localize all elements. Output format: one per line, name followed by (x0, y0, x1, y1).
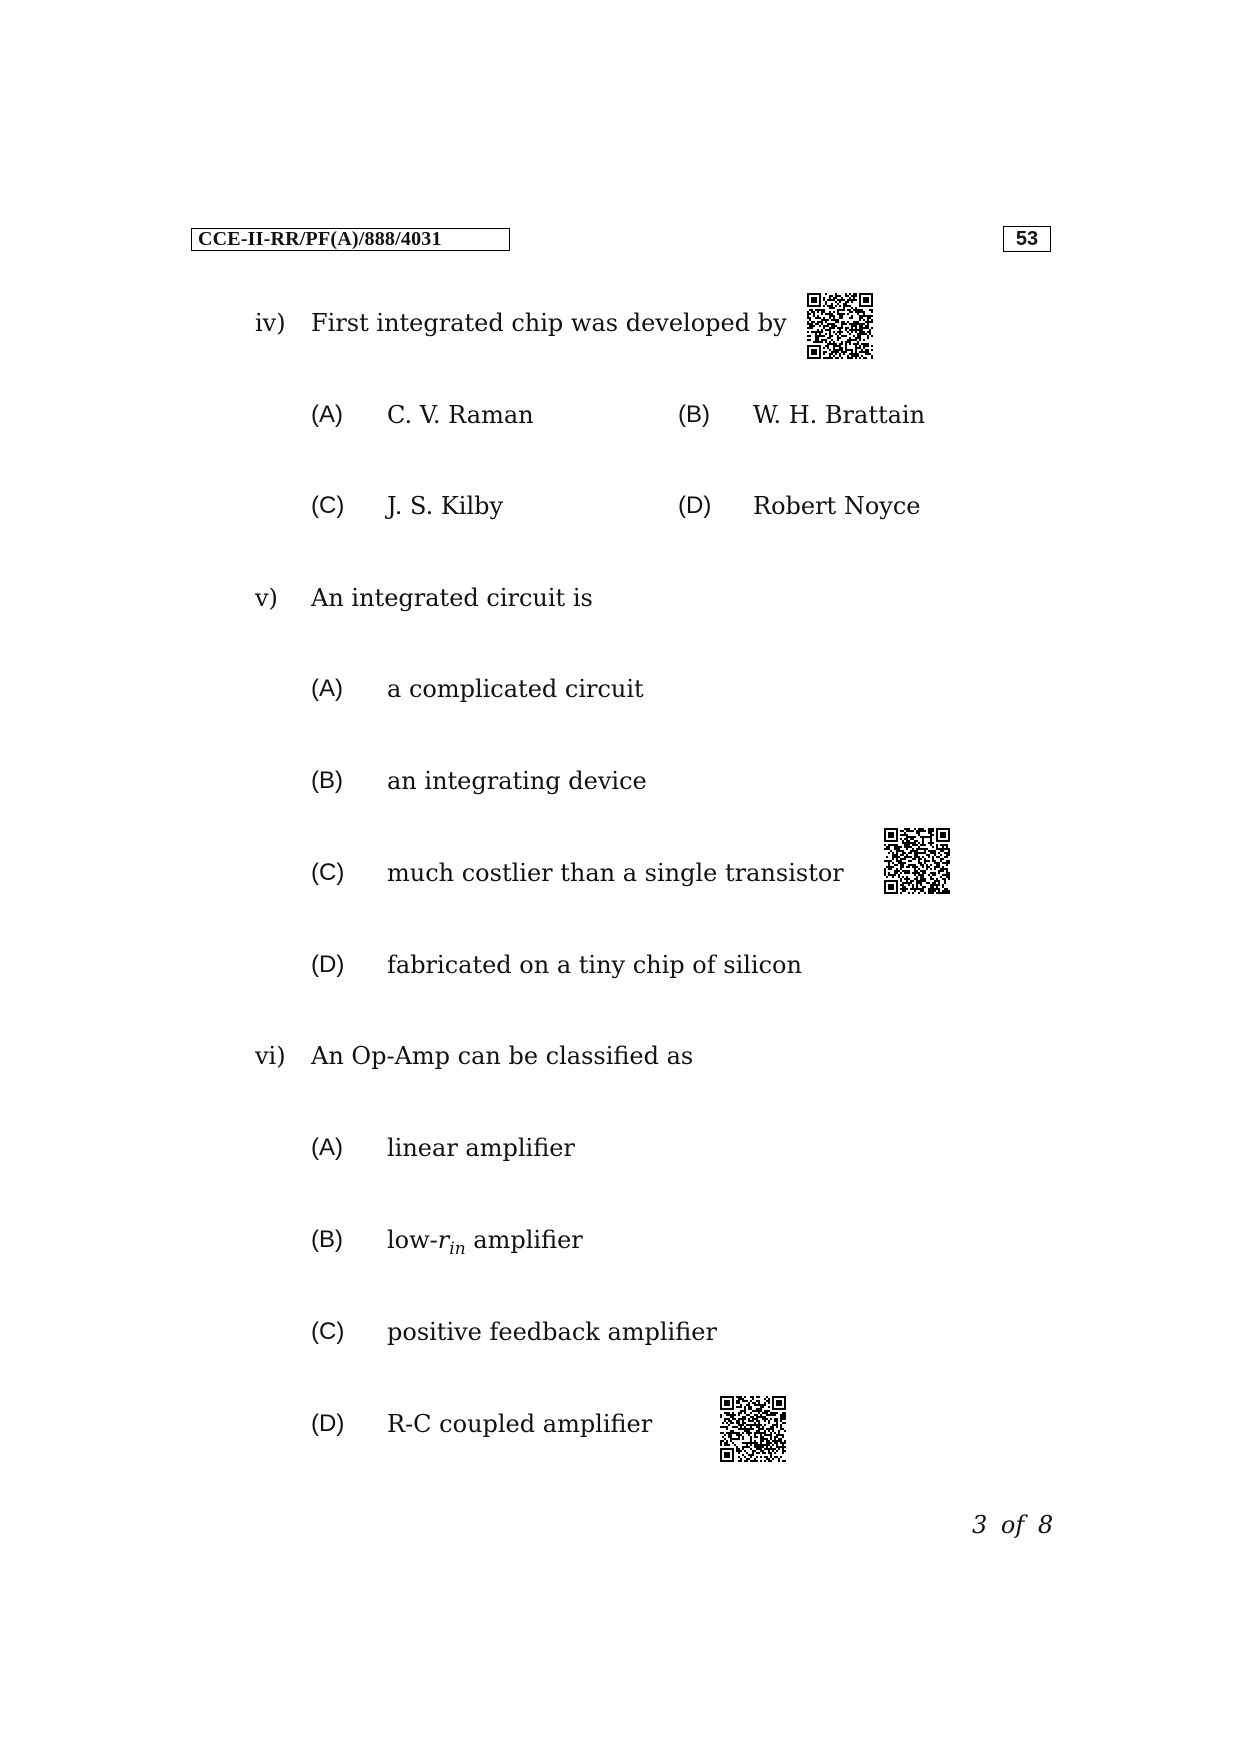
resistance-subscript: in (449, 1239, 466, 1259)
question-text-vi: An Op-Amp can be classified as (311, 1042, 694, 1070)
option-label: (B) (311, 1226, 343, 1253)
option-text: J. S. Kilby (387, 492, 504, 520)
option-label: (A) (311, 1134, 343, 1161)
option-text: R-C coupled amplifier (387, 1410, 653, 1438)
option-text: linear amplifier (387, 1134, 575, 1162)
option-label: (B) (678, 401, 710, 428)
question-number-box: 53 (1003, 226, 1051, 252)
question-number-v: v) (255, 584, 278, 612)
page-number: 3 of 8 (972, 1511, 1054, 1539)
option-label: (A) (311, 401, 343, 428)
option-text-prefix: low- (387, 1226, 438, 1254)
option-label: (B) (311, 767, 343, 794)
option-text-suffix: amplifier (465, 1226, 583, 1254)
option-label: (D) (678, 492, 712, 519)
question-text-v: An integrated circuit is (311, 584, 593, 612)
option-text: an integrating device (387, 767, 647, 795)
qr-code-icon (720, 1396, 786, 1462)
option-text: W. H. Brattain (753, 401, 926, 429)
option-text (387, 1225, 583, 1264)
option-label: (C) (311, 492, 345, 519)
question-text-iv: First integrated chip was developed by (311, 309, 787, 337)
qr-code-icon (884, 828, 950, 894)
qr-code-icon (807, 293, 873, 359)
option-text: fabricated on a tiny chip of silicon (387, 951, 802, 979)
option-label: (C) (311, 1318, 345, 1345)
option-text: a complicated circuit (387, 675, 644, 703)
resistance-variable: r (437, 1226, 450, 1254)
question-number-vi: vi) (255, 1042, 286, 1070)
paper-code: CCE-II-RR/PF(A)/888/4031 (191, 228, 510, 251)
option-text: C. V. Raman (387, 401, 534, 429)
option-text: positive feedback amplifier (387, 1318, 717, 1346)
option-label: (D) (311, 1410, 345, 1437)
question-number-iv: iv) (255, 309, 286, 337)
option-text: much costlier than a single transistor (387, 859, 844, 887)
option-label: (D) (311, 951, 345, 978)
option-text: Robert Noyce (753, 492, 921, 520)
option-label: (C) (311, 859, 345, 886)
option-label: (A) (311, 675, 343, 702)
